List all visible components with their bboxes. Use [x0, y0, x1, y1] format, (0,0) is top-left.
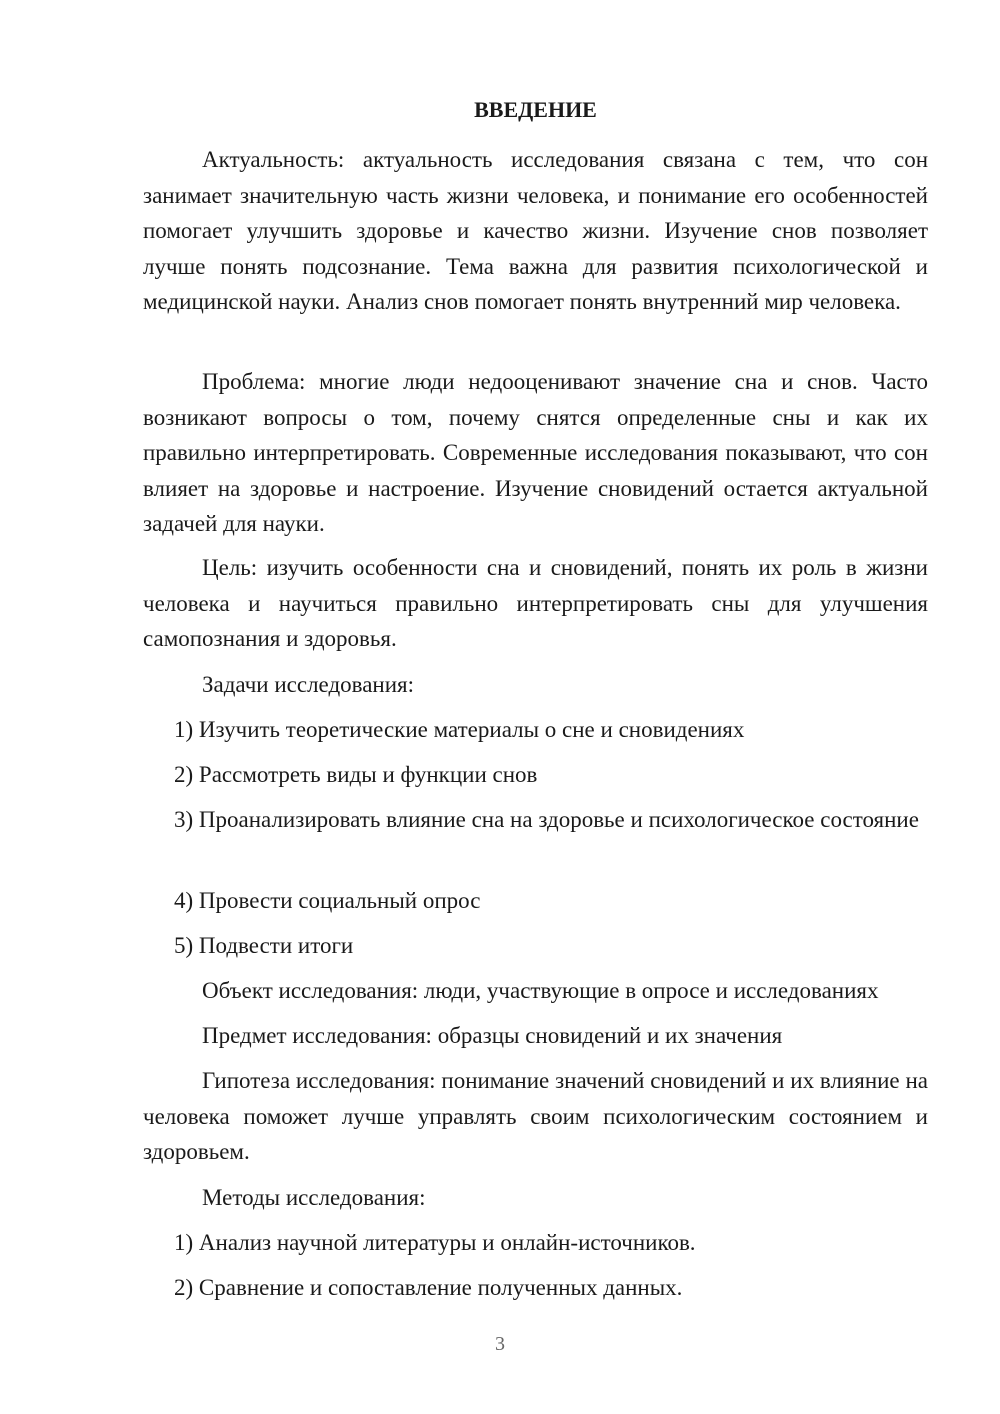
subject-paragraph: Предмет исследования: образцы сновидений и их значения	[202, 1023, 783, 1048]
task-item: 3) Проанализировать влияние сна на здоровье и психологическое состояние	[174, 807, 919, 832]
method-item: 2) Сравнение и сопоставление полученных данных.	[174, 1275, 683, 1300]
task-item: 4) Провести социальный опрос	[174, 888, 481, 913]
task-item: 5) Подвести итоги	[174, 933, 354, 958]
page-number: 3	[495, 1333, 505, 1355]
method-item: 1) Анализ научной литературы и онлайн-источников.	[174, 1230, 696, 1255]
section-heading: ВВЕДЕНИЕ	[474, 97, 597, 122]
task-item: 2) Рассмотреть виды и функции снов	[174, 762, 538, 787]
hypothesis-paragraph: Гипотеза исследования: понимание значений сновидений и их влияние на человека поможет лучше управлять своим психологическим состоянием и здоровьем.	[143, 1068, 928, 1165]
goal-paragraph: Цель: изучить особенности сна и сновидений, понять их роль в жизни человека и научиться правильно интерпретировать сны для улучшения самопознания и здоровья.	[143, 555, 928, 652]
relevance-paragraph: Актуальность: актуальность исследования связана с тем, что сон занимает значительную часть жизни человека, и понимание его особенностей помогает улучшить здоровье и качество жизни. Изучение снов позволяет лучше понять подсознание. Тема важна для развития психологической и медицинской науки. Анализ снов помогает понять внутренний мир человека.	[143, 147, 928, 315]
task-item: 1) Изучить теоретические материалы о сне и сновидениях	[174, 717, 745, 742]
problem-paragraph: Проблема: многие люди недооценивают значение сна и снов. Часто возникают вопросы о том, почему снятся определенные сны и как их правильно интерпретировать. Современные исследования показывают, что сон влияет на здоровье и настроение. Изучение сновидений остается актуальной задачей для науки.	[143, 369, 928, 537]
tasks-heading: Задачи исследования:	[202, 672, 415, 697]
methods-heading: Методы исследования:	[202, 1185, 426, 1210]
object-paragraph: Объект исследования: люди, участвующие в опросе и исследованиях	[202, 978, 879, 1003]
